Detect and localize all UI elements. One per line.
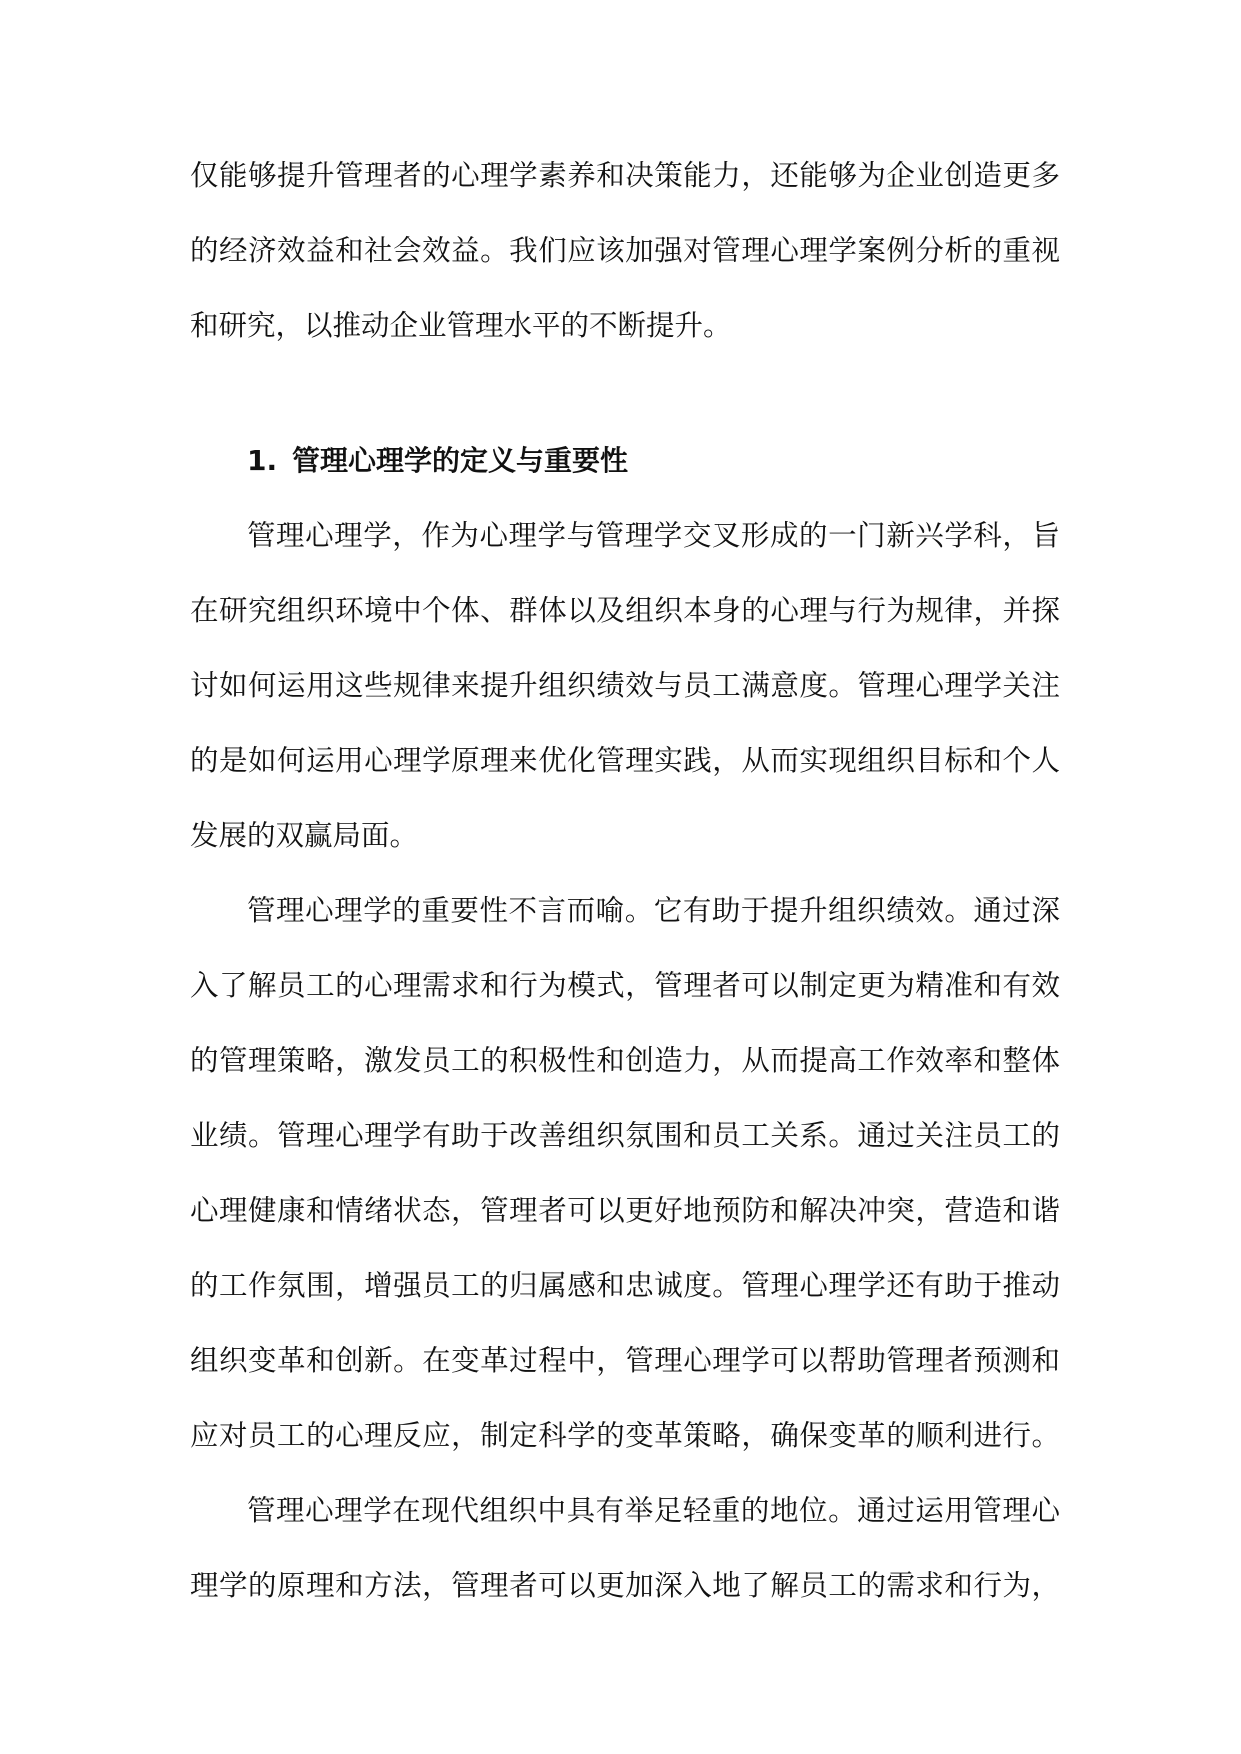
paragraph-line: 入了解员工的心理需求和行为模式，管理者可以制定更为精准和有效 <box>190 969 1060 1002</box>
importance-paragraph <box>190 873 1060 1473</box>
intro-paragraph <box>190 138 1060 363</box>
paragraph-line: 组织变革和创新。在变革过程中，管理心理学可以帮助管理者预测和 <box>190 1344 1060 1377</box>
paragraph-line: 心理健康和情绪状态，管理者可以更好地预防和解决冲突，营造和谐 <box>190 1194 1060 1227</box>
paragraph-line: 理学的原理和方法，管理者可以更加深入地了解员工的需求和行为， <box>190 1569 1060 1602</box>
paragraph-line: 和研究，以推动企业管理水平的不断提升。 <box>190 309 732 342</box>
definition-paragraph <box>190 498 1060 873</box>
paragraph-line: 发展的双赢局面。 <box>190 819 419 852</box>
section-number: 1. <box>247 444 278 477</box>
position-paragraph <box>190 1473 1060 1623</box>
paragraph-line: 在研究组织环境中个体、群体以及组织本身的心理与行为规律，并探 <box>190 594 1060 627</box>
paragraph-line: 讨如何运用这些规律来提升组织绩效与员工满意度。管理心理学关注 <box>190 669 1060 702</box>
paragraph-line: 管理心理学的重要性不言而喻。它有助于提升组织绩效。通过深 <box>247 894 1060 927</box>
paragraph-line: 的管理策略，激发员工的积极性和创造力，从而提高工作效率和整体 <box>190 1044 1060 1077</box>
section-heading <box>190 423 1060 498</box>
paragraph-line: 的工作氛围，增强员工的归属感和忠诚度。管理心理学还有助于推动 <box>190 1269 1060 1302</box>
paragraph-line: 业绩。管理心理学有助于改善组织氛围和员工关系。通过关注员工的 <box>190 1119 1060 1152</box>
paragraph-line: 的经济效益和社会效益。我们应该加强对管理心理学案例分析的重视 <box>190 234 1060 267</box>
section-title: 管理心理学的定义与重要性 <box>292 444 629 477</box>
paragraph-line: 的是如何运用心理学原理来优化管理实践，从而实现组织目标和个人 <box>190 744 1060 777</box>
paragraph-line: 仅能够提升管理者的心理学素养和决策能力，还能够为企业创造更多 <box>190 159 1060 192</box>
paragraph-line: 管理心理学，作为心理学与管理学交叉形成的一门新兴学科，旨 <box>247 519 1060 552</box>
document-body <box>190 138 1060 1623</box>
paragraph-line: 管理心理学在现代组织中具有举足轻重的地位。通过运用管理心 <box>247 1494 1060 1527</box>
paragraph-line: 应对员工的心理反应，制定科学的变革策略，确保变革的顺利进行。 <box>190 1419 1060 1452</box>
